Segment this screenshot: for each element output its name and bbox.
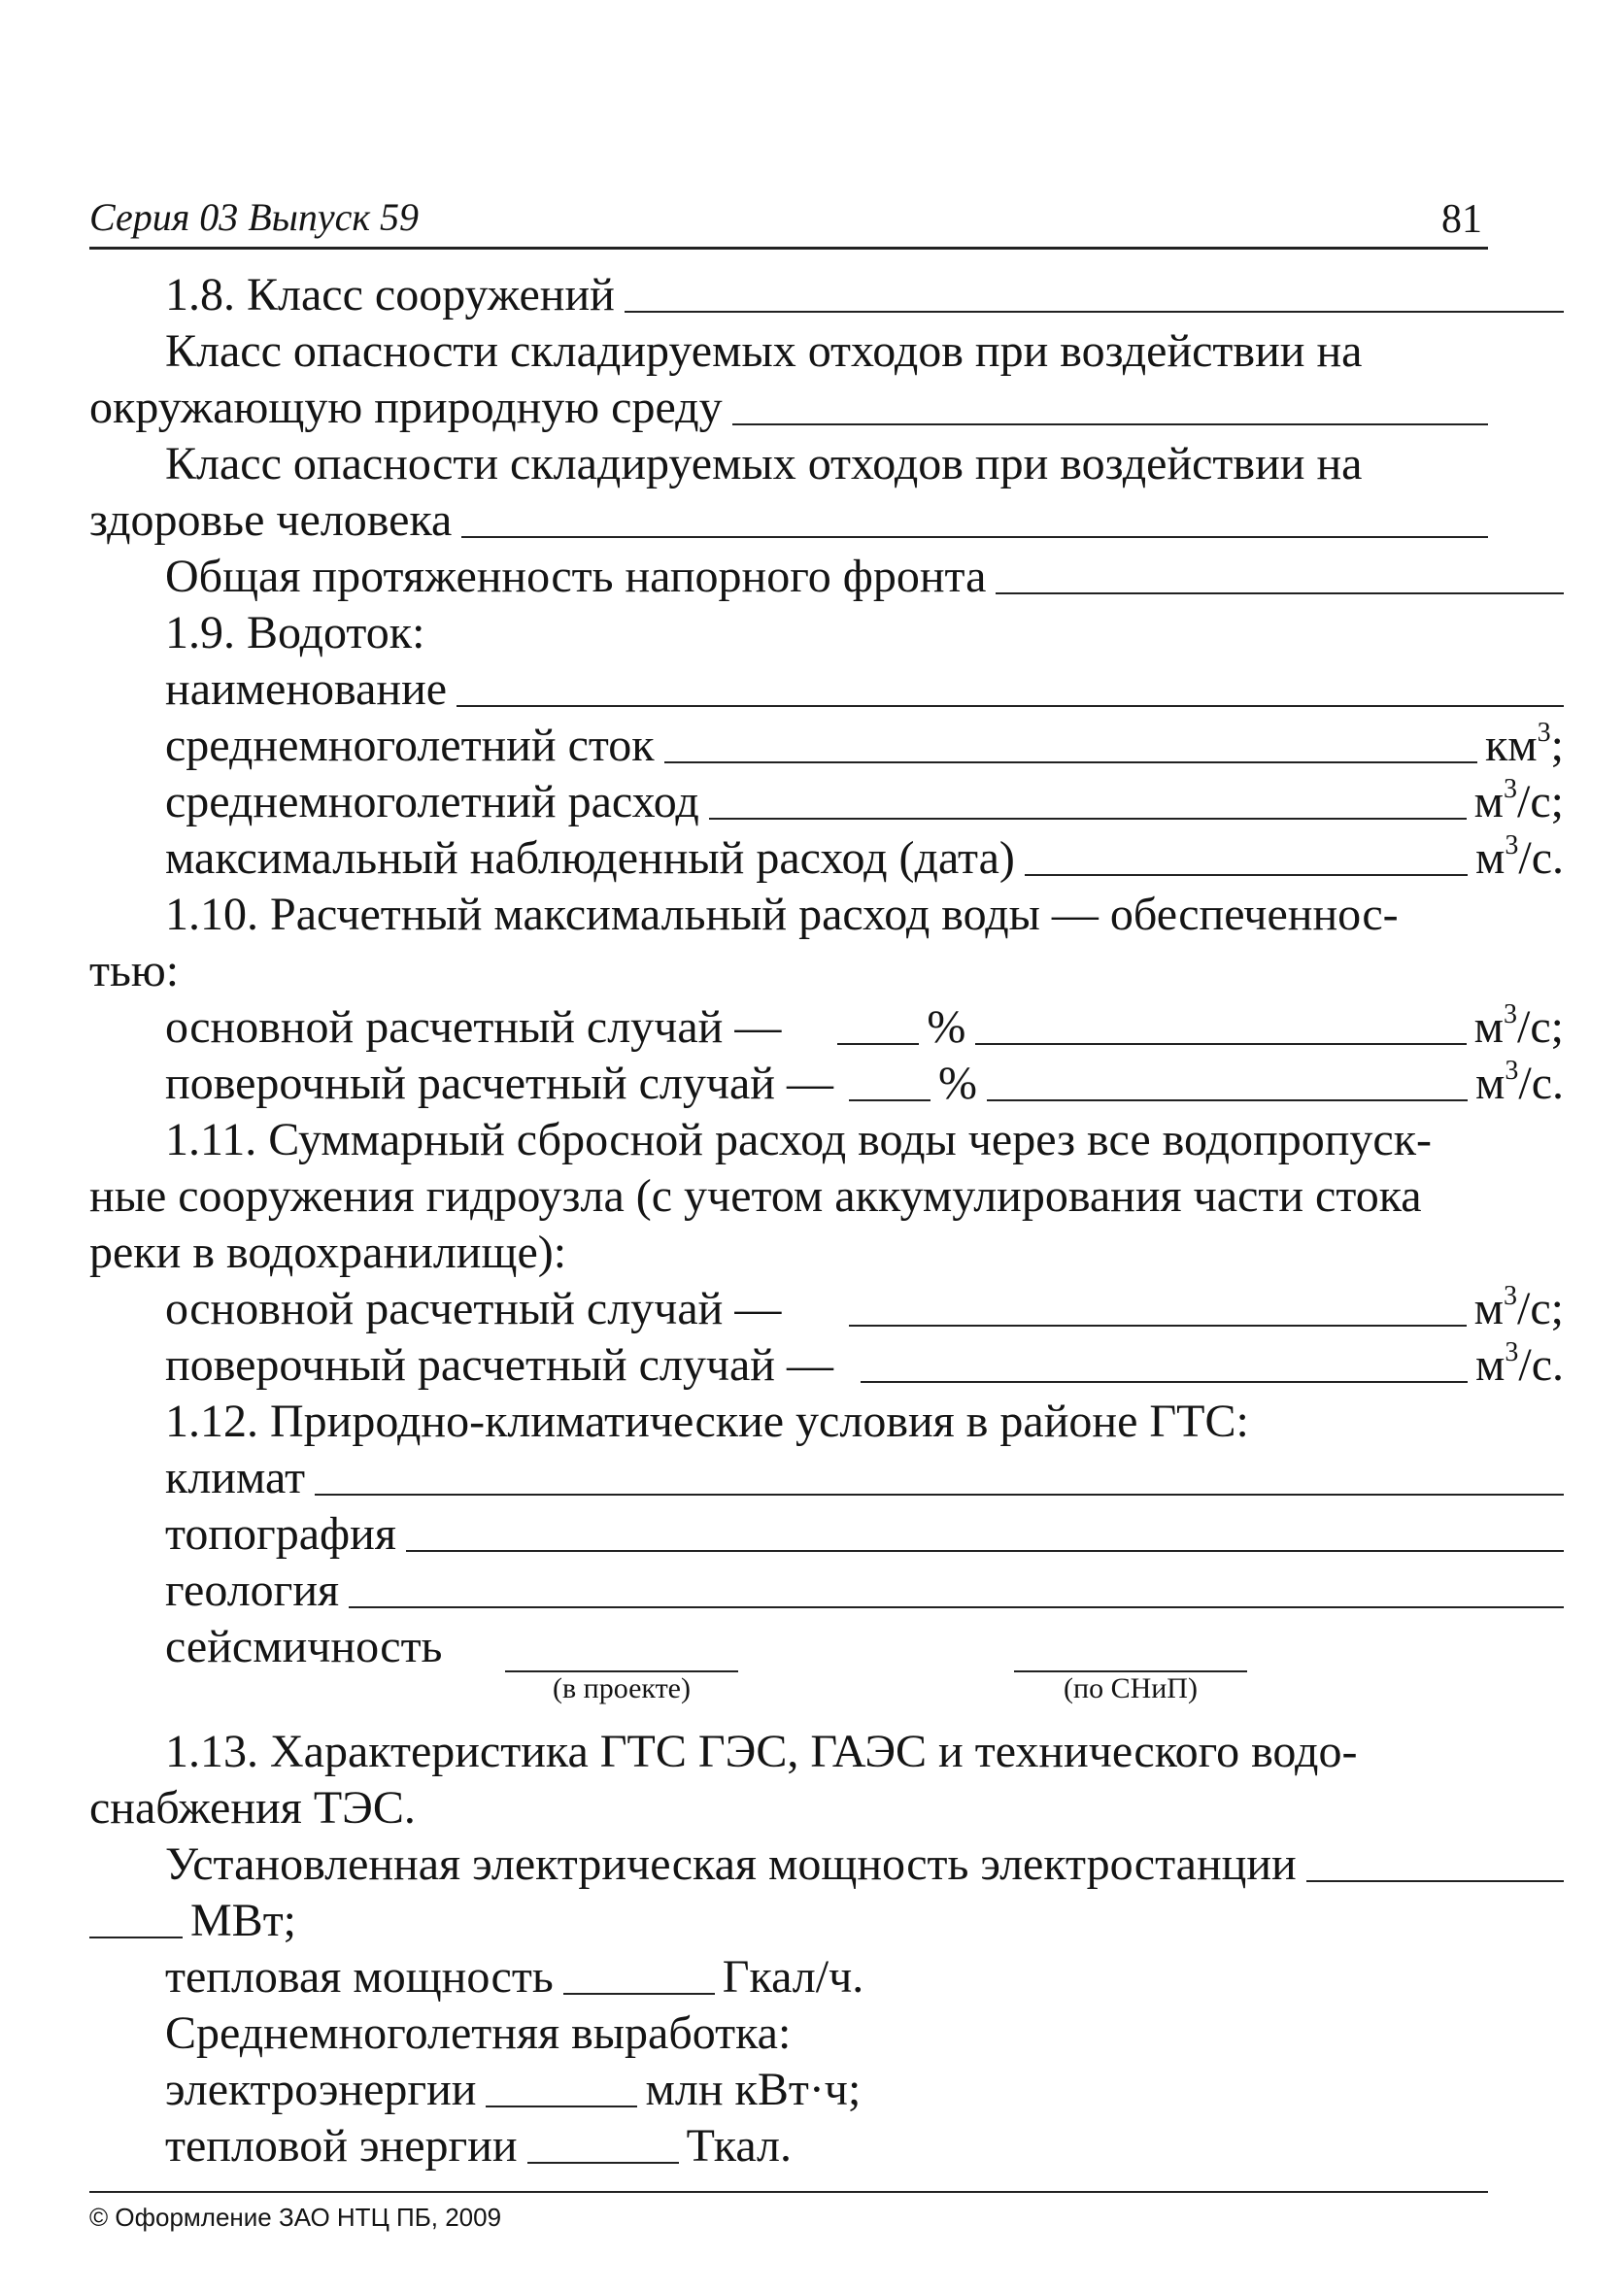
unit-m3s: $м^3/с$. — [1474, 1337, 1564, 1391]
line-front-length: Общая протяженность напорного фронта — [89, 544, 1564, 600]
fill-blank — [1306, 1880, 1564, 1882]
line-hazard-env-1: Класс опасности складируемых отходов при воздействии на — [165, 325, 1363, 377]
fill-blank — [849, 1325, 1466, 1327]
line-watercourse-name: наименование — [89, 657, 1564, 713]
line-1-11-c: реки в водохранилище): — [89, 1227, 567, 1278]
running-header — [89, 190, 1488, 250]
line-avg-output: Среднемноголетняя выработка: — [165, 2007, 792, 2059]
fill-blank — [461, 536, 1488, 538]
fill-blank — [563, 1993, 715, 1995]
fill-blank — [406, 1550, 1564, 1552]
line-1-11-b: ные сооружения гидроузла (с учетом аккумулирования части стока — [89, 1170, 1422, 1222]
line-electricity: электроэнергии млн кВт·ч; — [165, 2064, 862, 2115]
line-main-case-110: основной расчетный случай — % $м^3/с$; — [165, 999, 1564, 1053]
series-issue: Серия 03 Выпуск 59 — [89, 195, 420, 239]
footer-rule — [89, 2191, 1488, 2193]
line-1-12: 1.12. Природно-климатические условия в районе ГТС: — [165, 1396, 1249, 1447]
fill-blank — [861, 1381, 1468, 1383]
line-climate: климат — [89, 1445, 1564, 1501]
fill-blank — [89, 1937, 183, 1938]
fill-blank — [987, 1099, 1468, 1101]
unit-m3s: $м^3/с$. — [1474, 830, 1564, 884]
unit-m3s: $м^3/с$; — [1473, 999, 1564, 1053]
fill-blank — [625, 311, 1564, 313]
fill-blank — [709, 818, 1467, 820]
caption-in-project: (в проекте) — [553, 1672, 691, 1704]
line-topography: топография — [89, 1501, 1564, 1558]
line-1-13-a: 1.13. Характеристика ГТС ГЭС, ГАЭС и технического водо- — [165, 1726, 1358, 1777]
line-check-case-110: поверочный расчетный случай — % $м^3/с$. — [165, 1056, 1564, 1109]
fill-blank — [527, 2162, 679, 2164]
unit-km3: $км^3$; — [1484, 718, 1564, 771]
line-seismicity: сейсмичность — [165, 1621, 443, 1672]
line-1-8: 1.8. Класс сооружений — [89, 262, 1564, 319]
line-installed-power: Установленная электрическая мощность электростанции — [89, 1832, 1564, 1888]
line-1-10-a: 1.10. Расчетный максимальный расход воды — обеспеченнос- — [165, 889, 1399, 940]
line-avg-discharge: среднемноголетний расход $м^3/с$; — [165, 774, 1564, 827]
line-main-case-111: основной расчетный случай — $м^3/с$; — [165, 1281, 1564, 1334]
caption-by-snip: (по СНиП) — [1064, 1672, 1198, 1704]
unit-m3s: $м^3/с$; — [1473, 774, 1564, 827]
fill-blank — [315, 1494, 1564, 1496]
fill-blank — [975, 1043, 1466, 1045]
fill-blank — [486, 2106, 637, 2107]
line-hazard-env-2: окружающую природную среду — [89, 375, 1488, 431]
footer-copyright: © Оформление ЗАО НТЦ ПБ, 2009 — [89, 2203, 502, 2232]
fill-blank — [996, 592, 1564, 594]
line-1-10-b: тью: — [89, 945, 180, 996]
fill-blank-percent — [849, 1099, 930, 1101]
line-max-observed: максимальный наблюденный расход (дата) $м^3/с$. — [165, 830, 1564, 884]
line-1-11-a: 1.11. Суммарный сбросной расход воды через все водопропуск- — [165, 1114, 1432, 1165]
fill-blank — [664, 761, 1477, 763]
line-thermal-energy: тепловой энергии Ткал. — [165, 2120, 793, 2172]
fill-blank — [349, 1606, 1564, 1608]
unit-m3s: $м^3/с$; — [1473, 1281, 1564, 1334]
fill-blank-percent — [837, 1043, 919, 1045]
line-1-13-b: снабжения ТЭС. — [89, 1782, 416, 1834]
line-installed-power-unit: МВт; — [89, 1888, 1488, 1944]
line-hazard-health-1: Класс опасности складируемых отходов при воздействии на — [165, 438, 1363, 489]
line-hazard-health-2: здоровье человека — [89, 488, 1488, 544]
unit-m3s: $м^3/с$. — [1474, 1056, 1564, 1109]
line-thermal-power: тепловая мощность Гкал/ч. — [165, 1951, 864, 2003]
page-number: 81 — [1441, 197, 1482, 242]
line-check-case-111: поверочный расчетный случай — $м^3/с$. — [165, 1337, 1564, 1391]
line-1-9: 1.9. Водоток: — [165, 607, 425, 658]
fill-blank — [1025, 874, 1468, 876]
line-geology: геология — [89, 1558, 1564, 1614]
fill-blank — [732, 423, 1488, 425]
line-avg-runoff: среднемноголетний сток $км^3$; — [165, 718, 1564, 771]
fill-blank — [457, 705, 1564, 707]
